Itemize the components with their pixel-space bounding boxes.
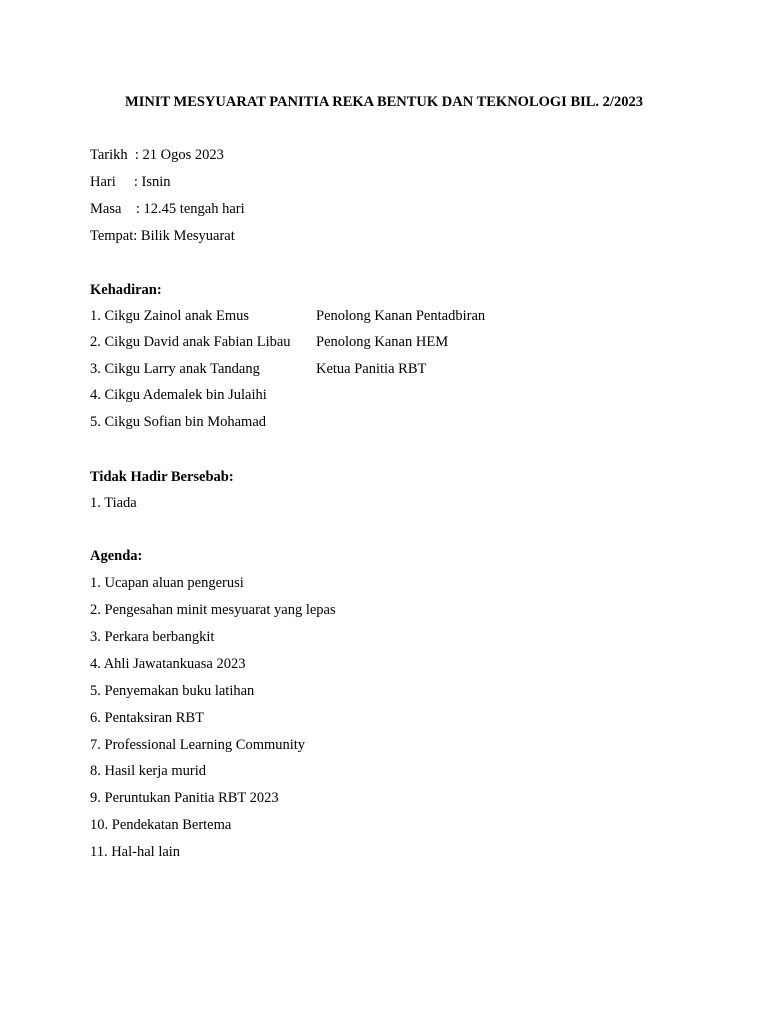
agenda-item: 3. Perkara berbangkit <box>90 629 215 645</box>
tidak-hadir-heading: Tidak Hadir Bersebab: <box>90 469 234 485</box>
agenda-item: 8. Hasil kerja murid <box>90 763 206 779</box>
detail-tarikh: Tarikh : 21 Ogos 2023 <box>90 147 224 163</box>
attendee-role: Ketua Panitia RBT <box>316 361 427 377</box>
attendee-name: 3. Cikgu Larry anak Tandang <box>90 361 260 377</box>
agenda-item: 7. Professional Learning Community <box>90 737 306 753</box>
agenda-item: 2. Pengesahan minit mesyuarat yang lepas <box>90 602 336 618</box>
tidak-hadir-item: 1. Tiada <box>90 495 137 511</box>
detail-hari: Hari : Isnin <box>90 174 171 190</box>
agenda-heading: Agenda: <box>90 548 143 564</box>
attendee-name: 1. Cikgu Zainol anak Emus <box>90 308 250 324</box>
attendee-name: 5. Cikgu Sofian bin Mohamad <box>90 414 267 430</box>
agenda-item: 4. Ahli Jawatankuasa 2023 <box>90 656 246 672</box>
agenda-item: 6. Pentaksiran RBT <box>90 710 204 726</box>
agenda-item: 5. Penyemakan buku latihan <box>90 683 255 699</box>
attendee-name: 2. Cikgu David anak Fabian Libau <box>90 334 291 350</box>
detail-tempat: Tempat: Bilik Mesyuarat <box>90 228 235 244</box>
attendee-role: Penolong Kanan HEM <box>316 334 449 350</box>
agenda-item: 9. Peruntukan Panitia RBT 2023 <box>90 790 279 806</box>
attendee-role: Penolong Kanan Pentadbiran <box>316 308 486 324</box>
attendee-name: 4. Cikgu Ademalek bin Julaihi <box>90 387 267 403</box>
document-title: MINIT MESYUARAT PANITIA REKA BENTUK DAN TEKNOLOGI BIL. 2/2023 <box>125 94 643 110</box>
kehadiran-heading: Kehadiran: <box>90 282 162 298</box>
agenda-item: 1. Ucapan aluan pengerusi <box>90 575 244 591</box>
agenda-item: 11. Hal-hal lain <box>90 844 181 860</box>
agenda-item: 10. Pendekatan Bertema <box>90 817 232 833</box>
detail-masa: Masa : 12.45 tengah hari <box>90 201 245 217</box>
